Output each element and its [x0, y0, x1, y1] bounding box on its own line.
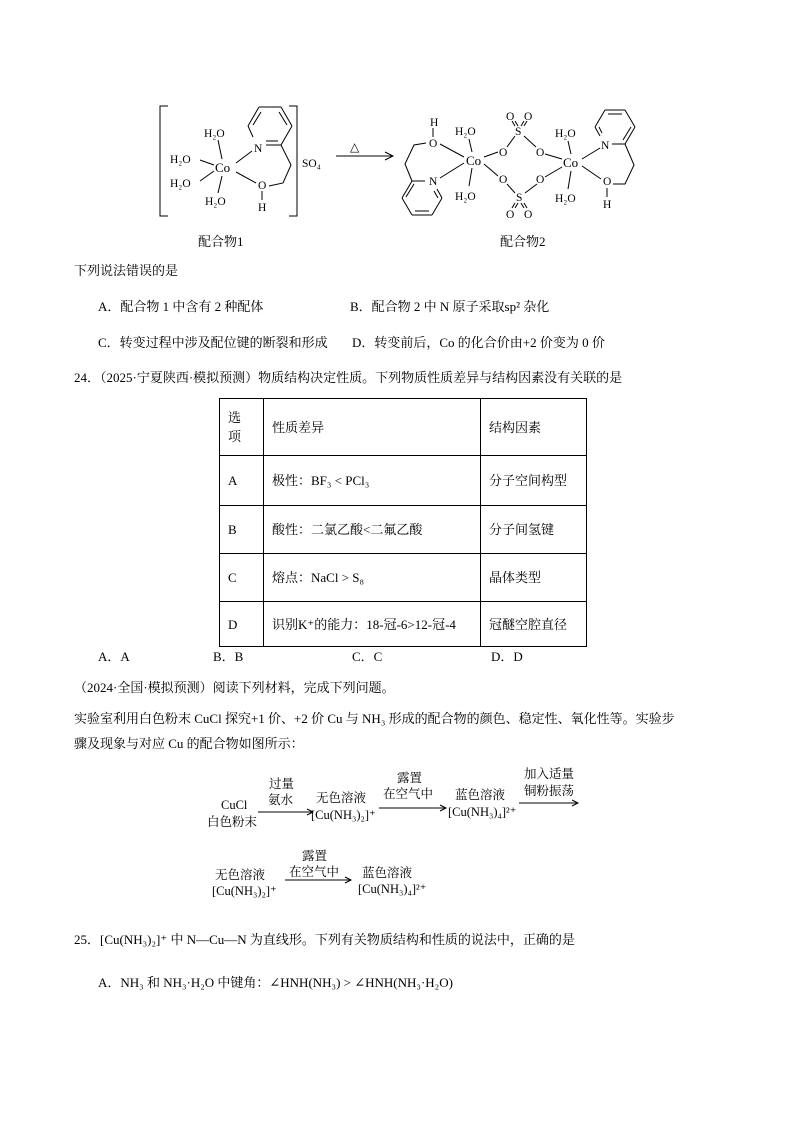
material-text-line: 骤及现象与对应 Cu 的配合物如图所示：	[74, 736, 304, 751]
q24-option-c: C．C	[352, 649, 383, 664]
cobalt-atom: Co	[215, 160, 231, 175]
coordination-bond	[568, 141, 571, 154]
material-heading: （2024·全国·模拟预测）阅读下列材料，完成下列问题。	[74, 680, 395, 695]
ring-bond	[281, 107, 292, 126]
complex-2-structure	[402, 110, 635, 249]
q24-option-d: D．D	[491, 649, 523, 664]
hydrogen-atom: H	[603, 199, 612, 211]
oxygen-atom: O	[429, 138, 438, 150]
table-cell: C	[220, 554, 264, 602]
coordination-bond	[440, 163, 464, 178]
ring-double-bond	[623, 127, 631, 140]
step2-condition-top: 露置	[397, 771, 423, 785]
oxygen-atom: O	[524, 209, 533, 221]
sulfur-atom: S	[515, 126, 522, 138]
ring-double-bond	[253, 112, 261, 125]
cobalt-atom: Co	[563, 155, 579, 170]
coordination-bond	[218, 140, 222, 159]
oxygen-atom: O	[524, 111, 533, 123]
product2-description: 蓝色溶液	[455, 788, 506, 802]
water-ligand: H₂O	[170, 154, 191, 166]
table-cell: 熔点：NaCl > S₈	[264, 554, 481, 602]
coordination-bond	[218, 176, 222, 193]
step3-condition-bottom: 铜粉振荡	[524, 784, 575, 798]
complex-2-label: 配合物2	[500, 234, 546, 249]
coordination-bond	[545, 167, 562, 177]
so-double-bond	[512, 203, 515, 208]
table-cell: 识别K⁺的能力：18-冠-6>12-冠-4	[264, 602, 481, 647]
step2-condition-bottom: 在空气中	[383, 787, 434, 801]
ring-double-bond	[279, 112, 287, 125]
step1-condition-bottom: 氨水	[268, 793, 294, 807]
coordination-bond	[236, 151, 252, 163]
table-cell: B	[220, 506, 264, 554]
header-option: 选项	[228, 410, 242, 444]
property-structure-table	[219, 398, 587, 647]
nitrogen-atom: N	[254, 143, 263, 155]
q23-option-a: A．配合物 1 中含有 2 种配体	[98, 299, 264, 314]
hydrogen-atom: H	[258, 202, 267, 214]
coordination-bond	[568, 171, 571, 189]
start-description: 白色粉末	[207, 815, 258, 829]
sulfate-counterion: SO₄	[302, 158, 321, 170]
ring-double-bond	[434, 191, 438, 198]
table-cell: 分子间氢键	[481, 506, 587, 554]
table-header-cell: 结构因素	[481, 399, 587, 456]
q24-option-b: B．B	[213, 649, 244, 664]
oxygen-atom: O	[603, 176, 612, 188]
bracket-left	[160, 106, 168, 216]
table-cell: A	[220, 456, 264, 506]
q23-option-b: B．配合物 2 中 N 原子采取sp² 杂化	[350, 299, 550, 314]
coordination-bond	[582, 148, 600, 159]
oxygen-atom: O	[536, 147, 545, 159]
q23-prompt: 下列说法错误的是	[74, 263, 179, 278]
oxygen-atom: O	[499, 174, 508, 186]
hydrogen-atom: H	[430, 117, 439, 129]
q23-option-c: C．转变过程中涉及配位键的断裂和形成	[98, 335, 328, 350]
product2-formula: [Cu(NH₃)₄]²⁺	[448, 805, 517, 819]
ring-bond	[281, 126, 292, 145]
product3-description: 无色溶液	[215, 868, 266, 882]
water-ligand: H₂O	[555, 128, 576, 140]
ring-double-bond	[406, 184, 414, 197]
product1-description: 无色溶液	[316, 791, 367, 805]
water-ligand: H₂O	[455, 126, 476, 138]
q23-option-d: D．转变前后，Co 的化合价由+2 价变为 0 价	[352, 335, 605, 350]
so-double-bond	[524, 203, 527, 208]
ring-bond	[248, 126, 253, 137]
table-cell: 晶体类型	[481, 554, 587, 602]
coordination-bond	[469, 139, 472, 152]
ethylene-chain	[613, 144, 634, 184]
sulfur-atom: S	[516, 192, 523, 204]
table-row	[220, 506, 587, 554]
table-cell: 冠醚空腔直径	[481, 602, 587, 647]
q24-stem: 24．（2025·宁夏陕西·模拟预测）物质结构决定性质。下列物质性质差异与结构因素没有关联的是	[74, 370, 623, 385]
table-row	[220, 602, 587, 647]
water-ligand: H₂O	[205, 196, 226, 208]
complex-conversion-diagram	[0, 0, 800, 260]
so-bond	[524, 136, 536, 147]
oxygen-atom: O	[258, 180, 267, 192]
table-cell: 极性：BF₃ < PCl₃	[264, 456, 481, 506]
water-ligand: H₂O	[455, 191, 476, 203]
heat-symbol: △	[350, 140, 360, 154]
nitrogen-atom: N	[601, 140, 610, 152]
coordination-bond	[484, 164, 498, 176]
so-bond	[507, 184, 515, 193]
ring-double-bond	[599, 127, 602, 133]
heating-arrow	[336, 140, 393, 160]
step4-condition-bottom: 在空气中	[289, 865, 340, 879]
cobalt-atom: Co	[466, 153, 482, 168]
ring-bond	[248, 107, 259, 126]
complex-1-structure	[160, 106, 321, 249]
complex-1-label: 配合物1	[198, 234, 244, 249]
coordination-bond	[200, 160, 214, 165]
coordination-bond	[236, 172, 256, 183]
so-bond	[507, 136, 515, 147]
ethylene-chain	[269, 145, 291, 186]
ethylene-chain	[405, 143, 426, 181]
coordination-bond	[484, 152, 498, 157]
q24-option-a: A．A	[98, 649, 130, 664]
water-ligand: H₂O	[204, 128, 225, 140]
water-ligand: H₂O	[170, 178, 191, 190]
oxygen-atom: O	[506, 209, 515, 221]
oxygen-atom: O	[536, 174, 545, 186]
nitrogen-atom: N	[429, 176, 438, 188]
table-cell: 酸性：二氯乙酸<二氟乙酸	[264, 506, 481, 554]
oxygen-atom: O	[506, 111, 515, 123]
ring-bond	[402, 198, 412, 215]
table-cell: 分子空间构型	[481, 456, 587, 506]
coordination-bond	[200, 171, 214, 181]
table-cell: D	[220, 602, 264, 647]
material-text-line: 实验室利用白色粉末 CuCl 探究+1 价、+2 价 Cu 与 NH₃ 形成的配合物的颜色、稳定性、氧化性等。实验步	[74, 711, 675, 726]
table-header-row	[220, 399, 587, 456]
water-ligand: H₂O	[555, 193, 576, 205]
coordination-bond	[582, 166, 601, 179]
oxygen-atom: O	[499, 147, 508, 159]
product1-formula: [Cu(NH₃)₂]⁺	[311, 808, 376, 822]
table-header-cell: 性质差异	[264, 399, 481, 456]
q25-option-a: A．NH₃ 和 NH₃·H₂O 中键角：∠HNH(NH₃) > ∠HNH(NH₃·H₂O)	[98, 975, 453, 990]
coordination-bond	[469, 168, 472, 186]
ring-bond	[432, 198, 442, 215]
q25-stem: 25．[Cu(NH₃)₂]⁺ 中 N—Cu—N 为直线形。下列有关物质结构和性质的说法中，正确的是	[74, 932, 575, 947]
step3-condition-top: 加入适量	[524, 767, 575, 781]
table-row	[220, 456, 587, 506]
table-header-cell	[220, 399, 264, 456]
product3-formula: [Cu(NH₃)₂]⁺	[212, 884, 277, 898]
coordination-bond	[440, 144, 464, 157]
step1-condition-top: 过量	[269, 777, 295, 791]
step4-condition-top: 露置	[302, 849, 328, 863]
start-formula: CuCl	[221, 798, 248, 812]
ring-bond	[625, 110, 635, 127]
product4-description: 蓝色溶液	[362, 866, 413, 880]
ring-bond	[595, 110, 605, 127]
coordination-bond	[545, 154, 562, 159]
table-row	[220, 554, 587, 602]
product4-formula: [Cu(NH₃)₄]²⁺	[358, 882, 427, 896]
